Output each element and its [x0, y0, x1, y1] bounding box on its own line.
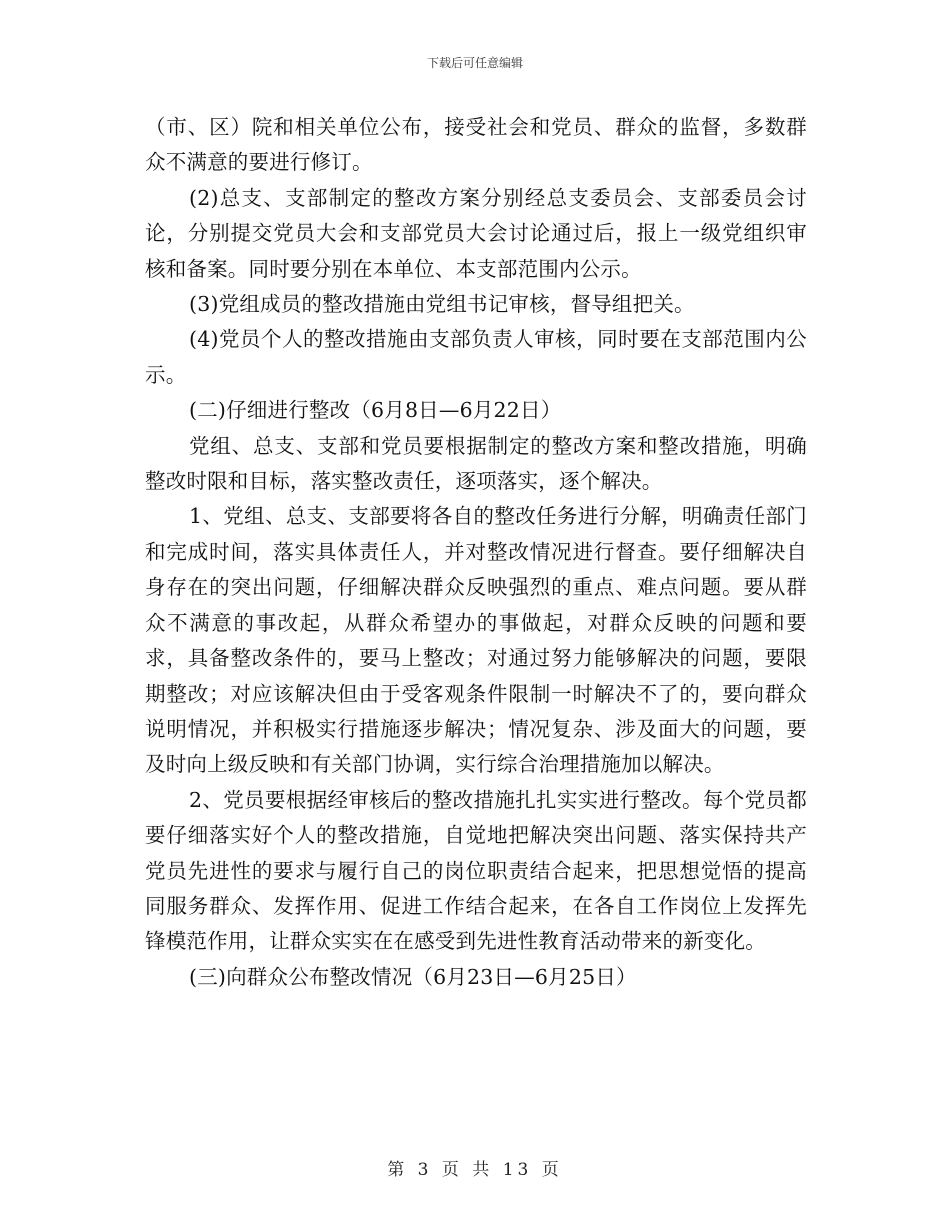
paragraph-2: (2)总支、支部制定的整改方案分别经总支委员会、支部委员会讨论，分别提交党员大会和支部党员大会讨论通过后，报上一级党组织审核和备案。同时要分别在本单位、本支部范围内公示。 — [145, 185, 807, 281]
section-heading-2: (二)仔细进行整改（6月8日—6月22日） — [189, 398, 562, 423]
paragraph-4: (4)党员个人的整改措施由支部负责人审核，同时要在支部范围内公示。 — [145, 327, 807, 387]
section-heading-3: (三)向群众公布整改情况（6月23日—6月25日） — [189, 964, 637, 989]
paragraph-6: 党组、总支、支部和党员要根据制定的整改方案和整改措施，明确整改时限和目标，落实整改责任，逐项落实，逐个解决。 — [145, 433, 807, 494]
page-header-note: 下载后可任意编辑 — [426, 56, 523, 70]
page-number: 第 3 页 共 13 页 — [387, 1160, 563, 1180]
document-body — [145, 110, 807, 995]
paragraph-8: 2、党员要根据经审核后的整改措施扎扎实实进行整改。每个党员都要仔细落实好个人的整改措施，自觉地把解决突出问题、落实保持共产党员先进性的要求与履行自己的岗位职责结合起来，把思想觉悟的提高同服务群众、发挥作用、促进工作结合起来，在各自工作岗位上发挥先锋模范作用，让群众实实在在感受到先进性教育活动带来的新变化。 — [145, 787, 807, 954]
paragraph-1: （市、区）院和相关单位公布，接受社会和党员、群众的监督，多数群众不满意的要进行修订。 — [145, 115, 807, 175]
paragraph-3: (3)党组成员的整改措施由党组书记审核，督导组把关。 — [189, 292, 695, 317]
paragraph-7: 1、党组、总支、支部要将各自的整改任务进行分解，明确责任部门和完成时间，落实具体责任人，并对整改情况进行督查。要仔细解决自身存在的突出问题，仔细解决群众反映强烈的重点、难点问题。要从群众不满意的事改起，从群众希望办的事做起，对群众反映的问题和要求，具备整改条件的，要马上整改；对通过努力能够解决的问题，要限期整改；对应该解决但由于受客观条件限制一时解决不了的，要向群众说明情况，并积极实行措施逐步解决；情况复杂、涉及面大的问题，要及时向上级反映和有关部门协调，实行综合治理措施加以解决。 — [145, 504, 807, 777]
